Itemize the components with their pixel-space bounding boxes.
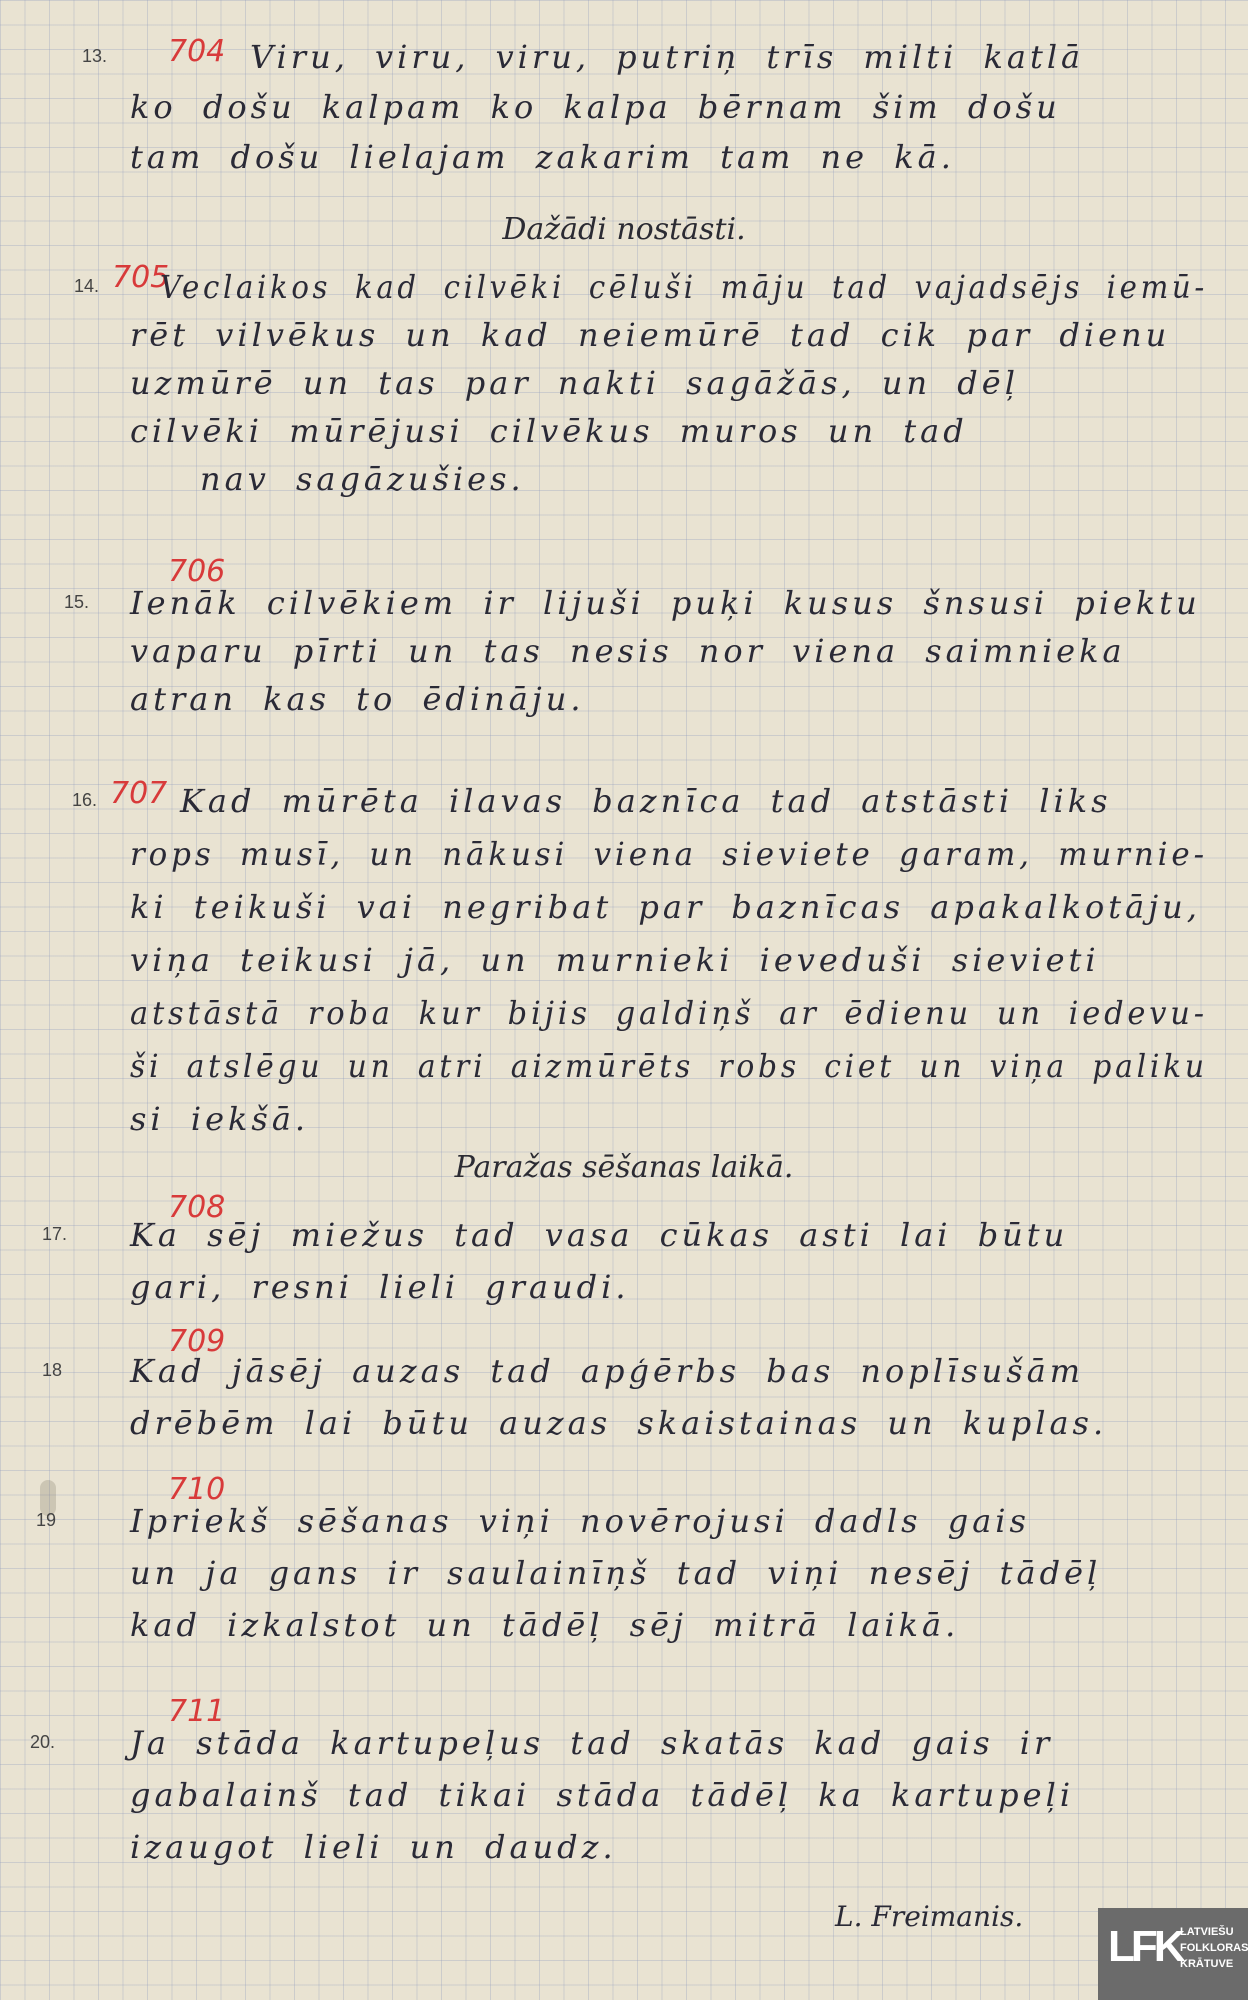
entry-number: 14.: [74, 276, 100, 296]
handwritten-line: Ienāk cilvēkiem ir lijuši puķi kusus šnsusi piektu: [130, 584, 1201, 622]
entry-number: 17.: [42, 1224, 68, 1244]
handwritten-line: ši atslēgu un atri aizmūrēts robs ciet un viņa paliku: [130, 1047, 1208, 1085]
handwritten-line: uzmūrē un tas par nakti sagāžās, un dēļ: [130, 364, 1019, 402]
handwritten-line: vaparu pīrti un tas nesis nor viena saimnieka: [130, 632, 1126, 670]
archive-reference-number: 708: [168, 1190, 226, 1225]
logo-line: KRĀTUVE: [1180, 1958, 1234, 1970]
handwritten-line: Kad jāsēj auzas tad apģērbs bas noplīsušām: [130, 1352, 1085, 1390]
handwritten-line: gabalainš tad tikai stāda tādēļ ka kartupeļi: [130, 1776, 1075, 1814]
archive-reference-number: 704: [168, 34, 226, 69]
signature: L. Freimanis.: [835, 1900, 1024, 1933]
handwritten-line: Ja stāda kartupeļus tad skatās kad gais ir: [130, 1724, 1054, 1762]
handwritten-line: nav sagāzušies.: [200, 460, 525, 498]
handwritten-line: tam došu lielajam zakarim tam ne kā.: [130, 138, 955, 176]
section-title-sowing-customs: Paražas sēšanas laikā.: [454, 1150, 794, 1185]
archive-logo: [1098, 1908, 1248, 2000]
handwritten-line: izaugot lieli un daudz.: [130, 1828, 617, 1866]
entry-number: 19: [36, 1510, 57, 1530]
entry-number: 13.: [82, 46, 108, 66]
handwritten-line: drēbēm lai būtu auzas skaistainas un kuplas.: [130, 1404, 1108, 1442]
logo-line: FOLKLORAS: [1180, 1942, 1248, 1954]
handwritten-line: kad izkalstot un tādēļ sēj mitrā laikā.: [130, 1606, 960, 1644]
handwritten-line: Ipriekš sēšanas viņi novērojusi dadls gais: [130, 1502, 1030, 1540]
archive-reference-number: 710: [168, 1472, 226, 1507]
entry-number: 15.: [64, 592, 90, 612]
handwritten-line: atstāstā roba kur bijis galdiņš ar ēdienu un iedevu-: [130, 994, 1208, 1032]
entry-number: 18: [42, 1360, 63, 1380]
handwritten-line: si iekšā.: [130, 1100, 310, 1138]
logo-line: LATVIEŠU: [1180, 1926, 1234, 1938]
section-title-stories: Dažādi nostāsti.: [502, 212, 746, 247]
handwritten-line: ko došu kalpam ko kalpa bērnam šim došu: [130, 88, 1061, 126]
archive-reference-number: 706: [168, 554, 226, 589]
entry-number: 16.: [72, 790, 98, 810]
logo-text: [1180, 1924, 1248, 1972]
handwritten-line: un ja gans ir saulainīņš tad viņi nesēj tādēļ: [130, 1554, 1102, 1592]
archive-reference-number: 705: [112, 260, 170, 295]
handwritten-line: rops musī, un nākusi viena sieviete garam, murnie-: [130, 835, 1208, 873]
handwritten-line: gari, resni lieli graudi.: [130, 1268, 630, 1306]
archive-reference-number: 707: [110, 776, 168, 811]
handwritten-line: ki teikuši vai negribat par baznīcas apakalkotāju,: [130, 888, 1201, 926]
handwritten-line: rēt vilvēkus un kad neiemūrē tad cik par dienu: [130, 316, 1171, 354]
handwritten-line: viņa teikusi jā, un murnieki ieveduši sievieti: [130, 941, 1100, 979]
entry-number: 20.: [30, 1732, 56, 1752]
archive-reference-number: 709: [168, 1324, 226, 1359]
archive-reference-number: 711: [168, 1694, 226, 1729]
handwritten-line: Kad mūrēta ilavas baznīca tad atstāsti liks: [180, 782, 1112, 820]
handwritten-line: cilvēki mūrējusi cilvēkus muros un tad: [130, 412, 968, 450]
handwritten-line: atran kas to ēdināju.: [130, 680, 585, 718]
handwritten-line: Ka sēj miežus tad vasa cūkas asti lai būtu: [130, 1216, 1069, 1254]
handwritten-line: Veclaikos kad cilvēki cēluši māju tad vajadsējs iemū-: [160, 268, 1208, 306]
handwritten-line: Viru, viru, viru, putriņ trīs milti katlā: [250, 38, 1085, 76]
logo-mark: LFK: [1108, 1922, 1182, 1971]
